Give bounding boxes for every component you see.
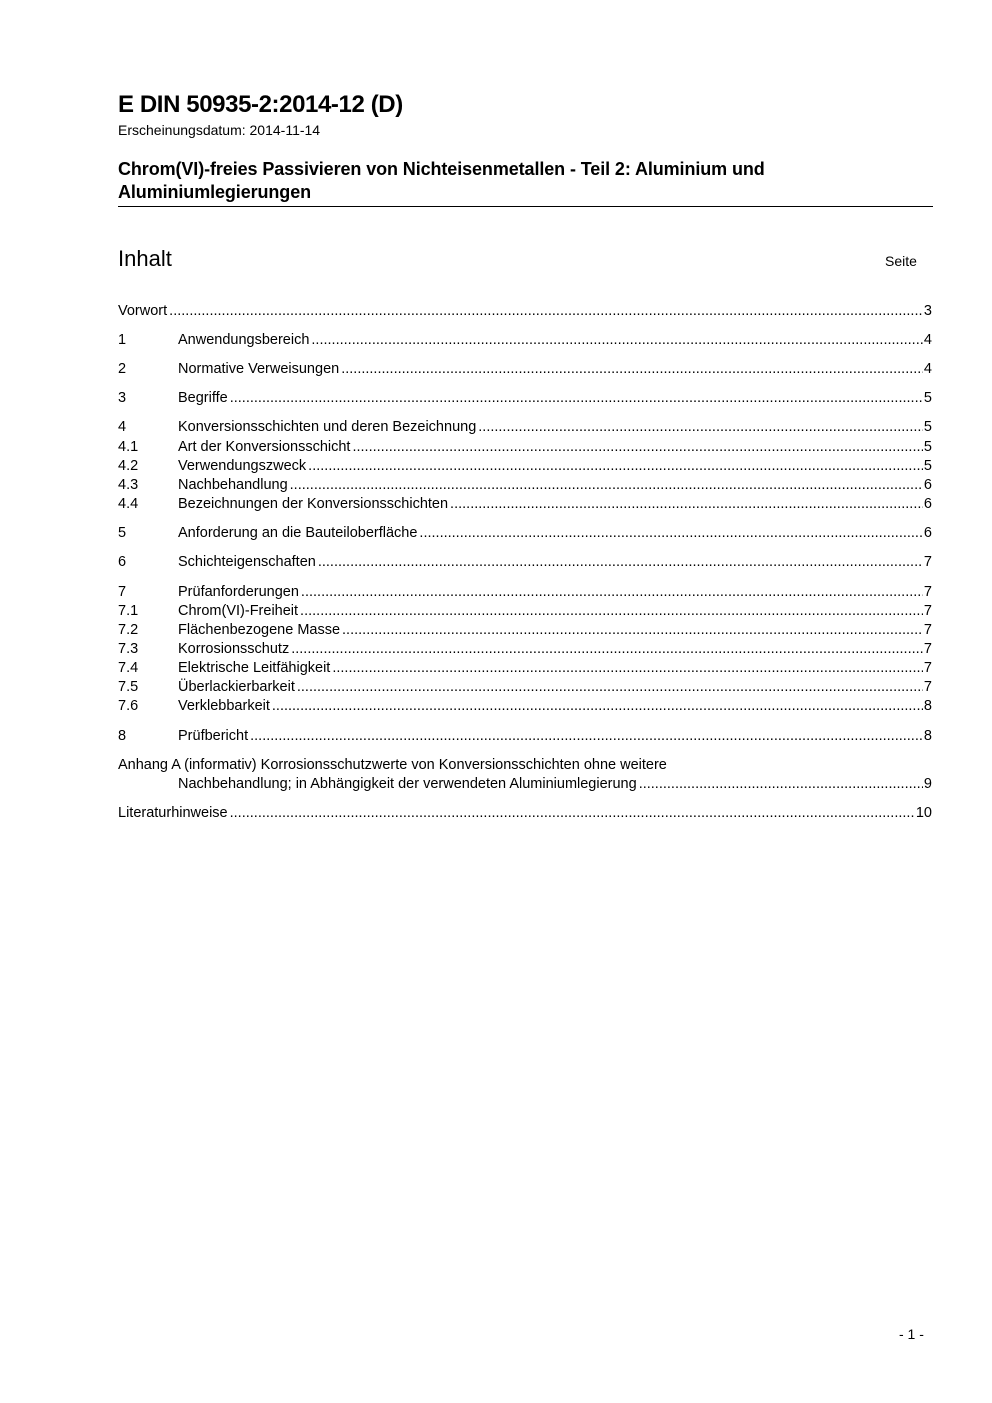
toc-entry-page: 5 (923, 458, 932, 474)
toc-entry-page: 10 (915, 805, 932, 821)
toc-leader (250, 727, 923, 746)
toc-entry-number: 5 (118, 525, 127, 541)
toc-entry-title: Bezeichnungen der Konversionsschichten (178, 496, 449, 512)
toc-leader (311, 331, 923, 350)
toc-entry-page: 7 (923, 554, 932, 570)
toc-leader (230, 804, 915, 823)
toc-entry-page: 8 (923, 728, 932, 744)
toc-entry-page: 7 (923, 622, 932, 638)
toc-entry-number: 7.2 (118, 622, 139, 638)
toc-entry[interactable] (118, 476, 932, 495)
toc-entry[interactable] (118, 602, 932, 621)
toc-entry-page: 7 (923, 603, 932, 619)
toc-leader (291, 640, 923, 659)
toc-entry[interactable] (118, 659, 932, 678)
toc-entry-number: 4.2 (118, 458, 139, 474)
toc-leader (639, 775, 923, 794)
toc-entry-number: 2 (118, 361, 127, 377)
toc-page-column-label: Seite (885, 253, 917, 269)
toc-entry[interactable] (118, 678, 932, 697)
toc-entry-title: Schichteigenschaften (178, 554, 316, 570)
toc-entry-number: 1 (118, 332, 127, 348)
toc-entry-title: Anforderung an die Bauteiloberfläche (178, 525, 418, 541)
toc-entry-page: 4 (923, 332, 932, 348)
toc-annex-line-2-row (118, 775, 932, 794)
toc-leader (272, 697, 923, 716)
toc-leader (318, 553, 923, 572)
toc-entry[interactable] (118, 389, 932, 408)
toc-annex-line-2: Nachbehandlung; in Abhängigkeit der verwendeten Aluminiumlegierung (178, 776, 637, 792)
toc-entry-page: 5 (923, 390, 932, 406)
toc-leader (308, 457, 923, 476)
title-line-2: Aluminiumlegierungen (118, 182, 312, 202)
toc-entry-number: 7.3 (118, 641, 139, 657)
toc-entry[interactable] (118, 495, 932, 514)
toc-entry-page: 3 (923, 303, 932, 319)
toc-entry-page: 6 (923, 525, 932, 541)
toc-entry-title: Prüfbericht (178, 728, 249, 744)
toc-entry-number: 4 (118, 419, 127, 435)
toc-entry[interactable] (118, 697, 932, 716)
toc-entry[interactable] (118, 438, 932, 457)
toc-entry-number: 4.3 (118, 477, 139, 493)
toc-annex-line-1: Anhang A (informativ) Korrosionsschutzwerte von Konversionsschichten ohne weitere (118, 757, 667, 773)
toc-entry-page: 4 (923, 361, 932, 377)
toc-entry-number: 4.4 (118, 496, 139, 512)
toc-entry-page: 7 (923, 641, 932, 657)
toc-entry-title: Verklebbarkeit (178, 698, 270, 714)
toc-entry-page: 7 (923, 679, 932, 695)
toc-entry-number: 6 (118, 554, 127, 570)
toc-entry[interactable] (118, 553, 932, 572)
toc-entry[interactable] (118, 727, 932, 746)
toc-leader (341, 360, 923, 379)
toc-entry-number: 7 (118, 584, 127, 600)
toc-heading: Inhalt (118, 246, 172, 271)
toc-leader (332, 659, 923, 678)
toc-entry[interactable] (118, 583, 932, 602)
toc-entry-title: Elektrische Leitfähigkeit (178, 660, 331, 676)
document-id: E DIN 50935-2:2014-12 (D) (118, 91, 403, 118)
toc-leader (300, 602, 923, 621)
toc-entry[interactable] (118, 524, 932, 543)
toc-leader (419, 524, 923, 543)
toc-entry[interactable] (118, 640, 932, 659)
toc-entry-title: Begriffe (178, 390, 228, 406)
toc-entry[interactable] (118, 418, 932, 437)
toc-entry-vorwort[interactable] (118, 302, 932, 321)
toc-entry-title: Flächenbezogene Masse (178, 622, 341, 638)
toc-entry-title: Normative Verweisungen (178, 361, 340, 377)
toc-leader (290, 476, 923, 495)
toc-leader (230, 389, 923, 408)
toc-entry-number: 7.5 (118, 679, 139, 695)
toc-leader (297, 678, 923, 697)
toc-entry-title: Verwendungszweck (178, 458, 307, 474)
toc-leader (342, 621, 923, 640)
toc-entry-number: 4.1 (118, 439, 139, 455)
toc-entry-number: 8 (118, 728, 127, 744)
toc-leader (450, 495, 923, 514)
toc-entry-title: Literaturhinweise (118, 805, 228, 821)
toc-leader (169, 302, 923, 321)
toc-entry[interactable] (118, 621, 932, 640)
page-number: - 1 - (899, 1326, 924, 1342)
toc-entry-number: 7.1 (118, 603, 139, 619)
toc-entry-number: 7.6 (118, 698, 139, 714)
document-title (118, 158, 933, 204)
toc-entry-title: Art der Konversionsschicht (178, 439, 351, 455)
toc-entry-page: 5 (923, 439, 932, 455)
toc-entry-page: 7 (923, 584, 932, 600)
toc-entry-title: Chrom(VI)-Freiheit (178, 603, 299, 619)
toc-entry[interactable] (118, 331, 932, 350)
toc-leader (478, 418, 923, 437)
toc-entry-title: Anwendungsbereich (178, 332, 310, 348)
toc-entry-title: Überlackierbarkeit (178, 679, 295, 695)
toc-entry-title: Prüfanforderungen (178, 584, 299, 600)
toc-entry-page: 6 (923, 477, 932, 493)
toc-entry-page: 5 (923, 419, 932, 435)
toc-entry-number: 3 (118, 390, 127, 406)
toc-entry-page: 7 (923, 660, 932, 676)
toc-entry-title: Konversionsschichten und deren Bezeichnung (178, 419, 477, 435)
toc-entry-title: Nachbehandlung (178, 477, 288, 493)
title-divider (118, 206, 933, 207)
toc-entry-bibliography[interactable] (118, 804, 932, 823)
toc-entry-title: Korrosionsschutz (178, 641, 290, 657)
toc-entry[interactable] (118, 457, 932, 476)
toc-entry-page: 9 (923, 776, 932, 792)
toc-leader (301, 583, 923, 602)
toc-leader (352, 438, 922, 457)
toc-entry-page: 8 (923, 698, 932, 714)
toc-entry-number: 7.4 (118, 660, 139, 676)
toc-entry-title: Vorwort (118, 303, 168, 319)
title-line-1: Chrom(VI)-freies Passivieren von Nichteisenmetallen - Teil 2: Aluminium und (118, 159, 765, 179)
toc-entry-page: 6 (923, 496, 932, 512)
toc-entry[interactable] (118, 360, 932, 379)
publication-date: Erscheinungsdatum: 2014-11-14 (118, 122, 321, 138)
